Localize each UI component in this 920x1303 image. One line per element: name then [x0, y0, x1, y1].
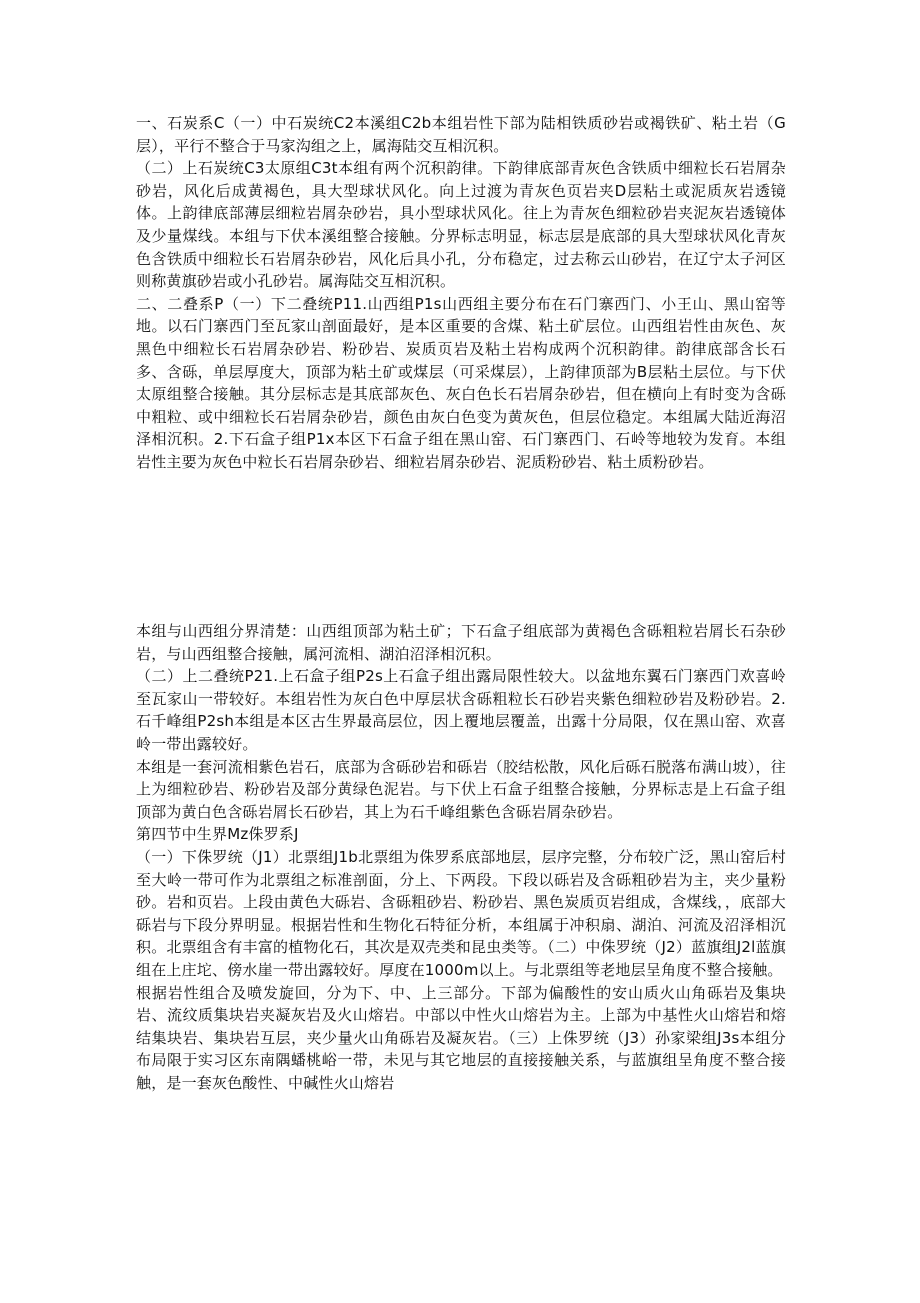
text-block-permian-jurassic: [136, 620, 786, 1094]
paragraph-carboniferous-upper: （二）上石炭统C3太原组C3t本组有两个沉积韵律。下韵律底部青灰色含铁质中细粒长石岩屑杂砂岩，风化后成黄褐色，具大型球状风化。向上过渡为青灰色页岩夹D层粘土或泥质灰岩透镜体。上韵律底部薄层细粒岩屑杂砂岩，具小型球状风化。往上为青灰色细粒砂岩夹泥灰岩透镜体及少量煤线。本组与下伏本溪组整合接触。分界标志明显，标志层是底部的具大型球状风化青灰色含铁质中细粒长石岩屑杂砂岩，风化后具小孔，分布稳定，过去称云山砂岩，在辽宁太子河区则称黄旗砂岩或小孔砂岩。属海陆交互相沉积。: [136, 159, 786, 291]
paragraph-boundary-shanxi: 本组与山西组分界清楚：山西组顶部为粘土矿；下石盒子组底部为黄褐色含砾粗粒岩屑长石杂砂岩，与山西组整合接触，属河流相、湖泊沼泽相沉积。: [136, 622, 786, 663]
paragraph-shiqianfeng: 本组是一套河流相紫色岩石，底部为含砾砂岩和砾岩（胶结松散，风化后砾石脱落布满山坡），往上为细粒砂岩、粉砂岩及部分黄绿色泥岩。与下伏上石盒子组整合接触，分界标志是上石盒子组顶部为黄白色含砾岩屑长石砂岩，其上为石千峰组紫色含砾岩屑杂砂岩。: [136, 757, 786, 821]
paragraph-permian-lower: 二、二叠系P（一）下二叠统P11.山西组P1s山西组主要分布在石门寨西门、小王山、黑山窑等地。以石门寨西门至瓦家山剖面最好，是本区重要的含煤、粘土矿层位。山西组岩性由灰色、灰黑色中细粒长石岩屑杂砂岩、粉砂岩、炭质页岩及粘土岩构成两个沉积韵律。韵律底部含长石多、含砾，单层厚度大，顶部为粘土矿或煤层（可采煤层），上韵律顶部为B层粘土层位。与下伏太原组整合接触。其分层标志是其底部灰色、灰白色长石岩屑杂砂岩，但在横向上有时变为含砾中粗粒、或中细粒长石岩屑杂砂岩，颜色由灰白色变为黄灰色，但层位稳定。本组属大陆近海沼泽相沉积。2.下石盒子组P1x本区下石盒子组在黑山窑、石门寨西门、石岭等地较为发育。本组岩性主要为灰色中粒长石岩屑杂砂岩、细粒岩屑杂砂岩、泥质粉砂岩、粘土质粉砂岩。: [136, 294, 786, 471]
paragraph-permian-upper: （二）上二叠统P21.上石盒子组P2s上石盒子组出露局限性较大。以盆地东翼石门寨西门欢喜岭至瓦家山一带较好。本组岩性为灰白色中厚层状含砾粗粒长石砂岩夹紫色细粒砂岩及粉砂岩。2.石千峰组P2sh本组是本区古生界最高层位，因上覆地层覆盖，出露十分局限，仅在黑山窑、欢喜岭一带出露较好。: [136, 667, 786, 753]
paragraph-jurassic-lower-middle: （一）下侏罗统（J1）北票组J1b北票组为侏罗系底部地层，层序完整，分布较广泛，黑山窑后村至大岭一带可作为北票组之标准剖面，分上、下两段。下段以砾岩及含砾粗砂岩为主，夹少量粉砂。岩和页岩。上段由黄色大砾岩、含砾粗砂岩、粉砂岩、黑色炭质页岩组成，含煤线，，底部大砾岩与下段分界明显。根据岩性和生物化石特征分析，本组属于冲积扇、湖泊、河流及沼泽相沉积。北票组含有丰富的植物化石，其次是双壳类和昆虫类等。（二）中侏罗统（J2）蓝旗组J2l蓝旗组在上庄坨、傍水崖一带出露较好。厚度在1000m以上。与北票组等老地层呈角度不整合接触。: [136, 847, 786, 979]
section-heading-mesozoic: 第四节中生界Mz侏罗系J: [136, 825, 299, 844]
paragraph-carboniferous-middle: 一、石炭系C（一）中石炭统C2本溪组C2b本组岩性下部为陆相铁质砂岩或褐铁矿、粘土岩（G层），平行不整合于马家沟组之上，属海陆交互相沉积。: [136, 114, 786, 155]
paragraph-lanqi-upper-jurassic: 根据岩性组合及喷发旋回，分为下、中、上三部分。下部为偏酸性的安山质火山角砾岩及集块岩、流纹质集块岩夹凝灰岩及火山熔岩。中部以中性火山熔岩为主。上部为中基性火山熔岩和熔结集块岩、集块岩互层，夹少量火山角砾岩及凝灰岩。（三）上侏罗统（J3）孙家梁组J3s本组分布局限于实习区东南隅蟠桃峪一带，未见与其它地层的直接接触关系，与蓝旗组呈角度不整合接触，是一套灰色酸性、中碱性火山熔岩: [136, 983, 786, 1092]
text-block-carboniferous-permian: [136, 112, 786, 474]
